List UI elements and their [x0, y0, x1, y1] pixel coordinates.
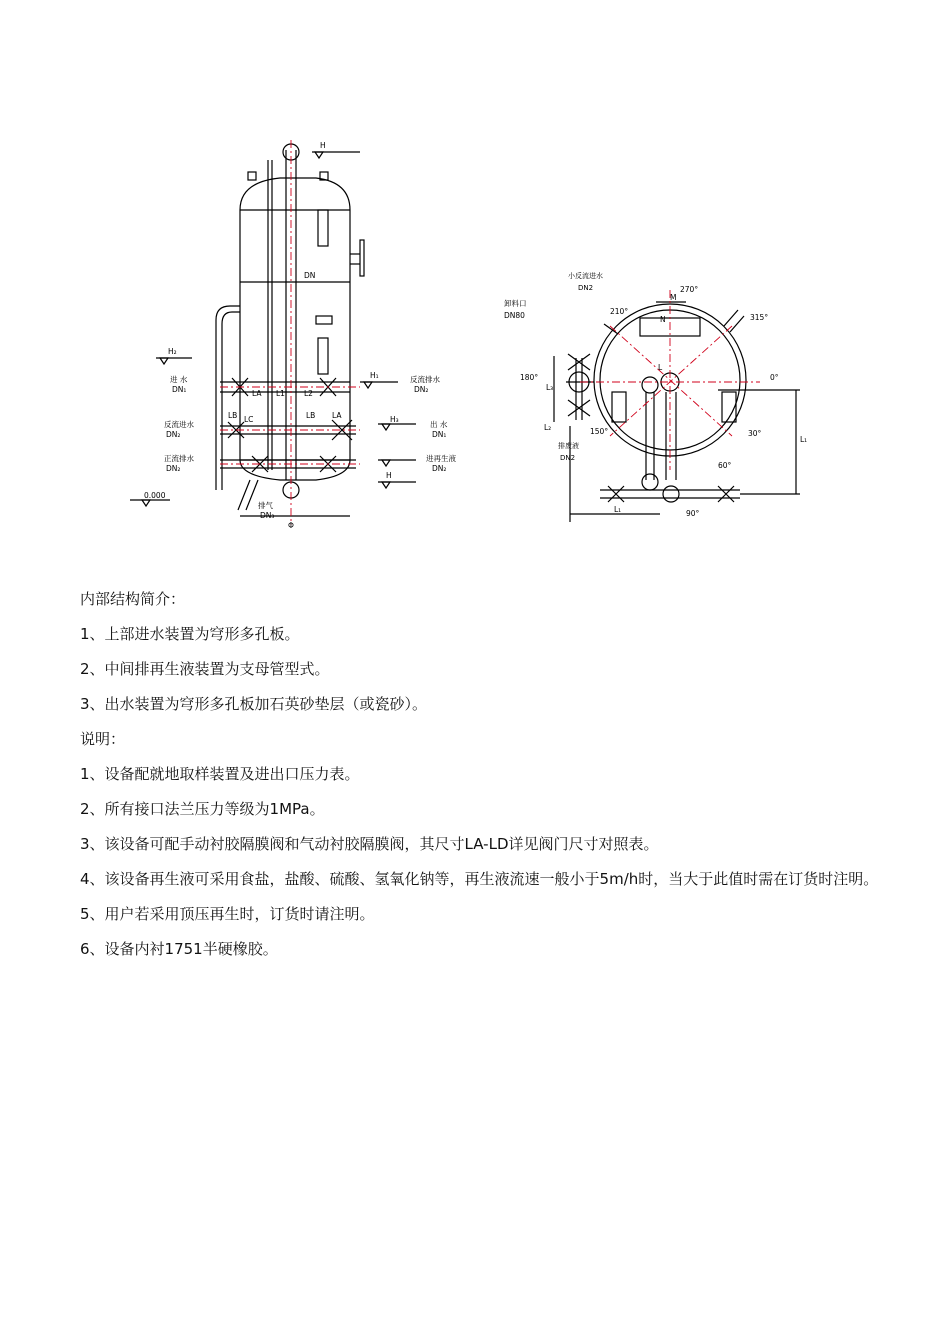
label-inlet-dn: DN₁ [172, 385, 187, 394]
label-inlet: 进 水 [170, 375, 188, 384]
label-backwash-drain-dn: DN₂ [414, 385, 429, 394]
label-drain-dn: DN₃ [260, 511, 275, 520]
structure-item: 3、出水装置为穹形多孔板加石英砂垫层（或瓷砂）。 [80, 695, 428, 713]
label-elevation: 0.000 [144, 491, 166, 500]
note-item: 2、所有接口法兰压力等级为1MPa。 [80, 800, 325, 818]
label-backwash-in-dn: DN₂ [166, 430, 181, 439]
description-text [80, 582, 880, 967]
label-la-right: LA [332, 411, 342, 420]
drawing-svg [120, 130, 840, 540]
label-forward-drain: 正流排水 [164, 454, 194, 463]
label-l: L [658, 363, 663, 372]
label-unload: 卸料口 [504, 299, 527, 308]
label-h3: H₃ [390, 415, 399, 424]
label-h1: H₁ [370, 371, 379, 380]
equipment-drawing [120, 130, 840, 540]
label-drain: 排气 [258, 501, 273, 510]
label-150: 150° [590, 427, 609, 436]
label-lc: LC [244, 415, 254, 424]
label-backwash-in: 反流进水 [164, 420, 194, 429]
label-l3: L₃ [546, 383, 554, 392]
label-l1-right: L₁ [800, 435, 808, 444]
label-la: LA [252, 389, 262, 398]
front-centerlines [220, 140, 360, 525]
label-small-backwash-dn: DN2 [578, 284, 594, 292]
label-180: 180° [520, 373, 539, 382]
label-regen-drain: 排废液 [558, 442, 579, 450]
label-unload-dn: DN80 [504, 311, 525, 320]
label-lb: LB [228, 411, 238, 420]
label-outlet: 出 水 [430, 420, 448, 429]
plan-view [554, 302, 800, 522]
note-item: 1、设备配就地取样装置及进出口压力表。 [80, 765, 360, 783]
label-m: M [670, 293, 677, 302]
label-h-bottom: H [386, 471, 392, 480]
label-n: N [660, 315, 666, 324]
label-regen-in-dn: DN₂ [432, 464, 447, 473]
notes-title: 说明： [80, 730, 126, 748]
label-regen-drain-dn: DN2 [560, 454, 576, 462]
note-item: 3、该设备可配手动衬胶隔膜阀和气动衬胶隔膜阀，其尺寸LA-LD详见阀门尺寸对照表。 [80, 835, 659, 853]
label-lb-right: LB [306, 411, 316, 420]
label-l1: L₁ [614, 505, 622, 514]
label-90: 90° [686, 509, 700, 518]
note-item: 4、该设备再生液可采用食盐，盐酸、硫酸、氢氧化钠等，再生液流速一般小于5m/h时，当大于此值时需在订货时注明。 [80, 870, 879, 888]
label-270: 270° [680, 285, 699, 294]
label-315: 315° [750, 313, 769, 322]
label-l1: L1 [276, 389, 285, 398]
note-item: 6、设备内衬1751半硬橡胶。 [80, 940, 278, 958]
structure-item: 2、中间排再生液装置为支母管型式。 [80, 660, 330, 678]
label-h: H [320, 141, 326, 150]
structure-title: 内部结构简介： [80, 590, 186, 608]
label-60: 60° [718, 461, 732, 470]
label-backwash-drain: 反流排水 [410, 375, 440, 384]
front-labels [144, 141, 456, 530]
label-regen-in: 进再生液 [426, 454, 456, 463]
label-l2: L₂ [544, 423, 552, 432]
label-forward-drain-dn: DN₂ [166, 464, 181, 473]
label-30: 30° [748, 429, 762, 438]
label-outlet-dn: DN₁ [432, 430, 447, 439]
label-dn: DN [304, 271, 316, 280]
label-210: 210° [610, 307, 629, 316]
note-item: 5、用户若采用顶压再生时，订货时请注明。 [80, 905, 375, 923]
label-h2: H₂ [168, 347, 177, 356]
label-l2: L2 [304, 389, 313, 398]
structure-item: 1、上部进水装置为穹形多孔板。 [80, 625, 300, 643]
label-small-backwash: 小反流进水 [568, 272, 603, 280]
label-0: 0° [770, 373, 779, 382]
plan-centerlines [580, 290, 760, 470]
label-phi: Φ [288, 521, 294, 530]
